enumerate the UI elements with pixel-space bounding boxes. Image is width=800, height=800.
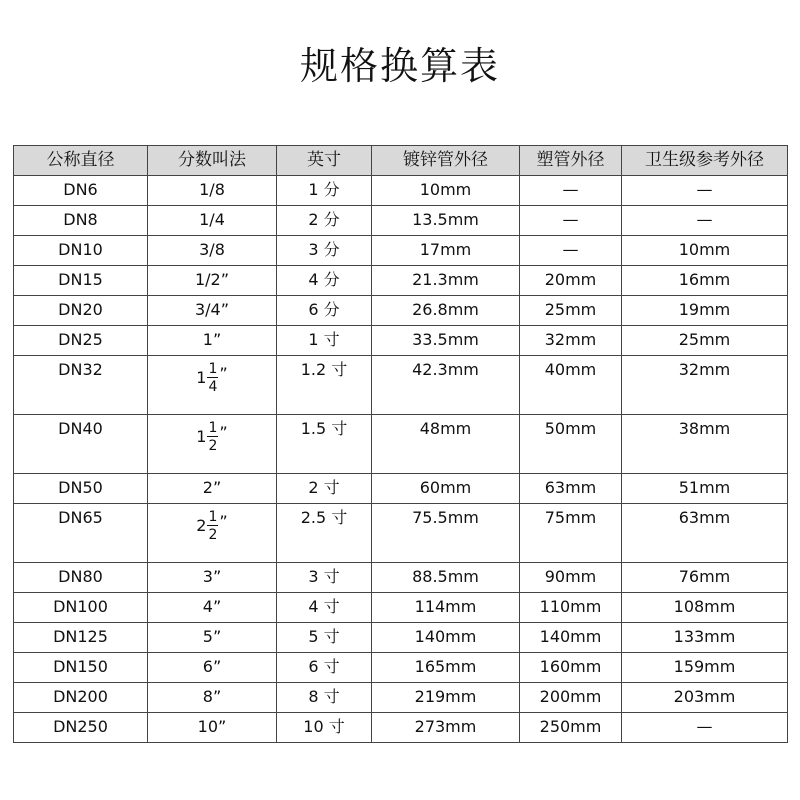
cell-fraction-name: 5” (148, 623, 277, 653)
cell-nominal-diameter: DN250 (14, 713, 148, 743)
cell-sanitary-od: 51mm (622, 474, 788, 504)
table-row (14, 296, 788, 326)
table-row (14, 326, 788, 356)
cell-sanitary-od: 159mm (622, 653, 788, 683)
cell-galvanized-od: 114mm (372, 593, 520, 623)
fraction-stack (207, 421, 218, 453)
cell-fraction-name: 8” (148, 683, 277, 713)
cell-sanitary-od: 108mm (622, 593, 788, 623)
header-nominal-diameter: 公称直径 (14, 146, 148, 176)
cell-fraction-name: 1” (148, 326, 277, 356)
cell-nominal-diameter: DN32 (14, 356, 148, 415)
fraction-whole: 1 (196, 427, 207, 446)
cell-plastic-od: 75mm (520, 504, 622, 563)
page-title: 规格换算表 (299, 44, 500, 88)
cell-fraction-name: 1/8 (148, 176, 277, 206)
inch-mark: ” (219, 423, 228, 442)
cell-nominal-diameter: DN40 (14, 415, 148, 474)
header-fraction-name: 分数叫法 (148, 146, 277, 176)
table-header (14, 146, 788, 176)
cell-plastic-od: — (520, 206, 622, 236)
cell-sanitary-od: 63mm (622, 504, 788, 563)
header-inch: 英寸 (277, 146, 372, 176)
cell-nominal-diameter: DN125 (14, 623, 148, 653)
mixed-fraction (196, 504, 227, 542)
cell-inch: 1 寸 (277, 326, 372, 356)
fraction-stack (207, 362, 218, 394)
fraction-numerator: 1 (208, 509, 218, 525)
cell-fraction-name: 1/4 (148, 206, 277, 236)
table-row (14, 653, 788, 683)
cell-galvanized-od: 88.5mm (372, 563, 520, 593)
header-plastic-od: 塑管外径 (520, 146, 622, 176)
fraction-whole: 1 (196, 368, 207, 387)
cell-inch: 10 寸 (277, 713, 372, 743)
table-body (14, 176, 788, 743)
inch-mark: ” (219, 364, 228, 383)
cell-sanitary-od: 32mm (622, 356, 788, 415)
fraction-numerator: 1 (208, 420, 218, 436)
cell-galvanized-od: 165mm (372, 653, 520, 683)
cell-fraction-name: 1/2” (148, 266, 277, 296)
table-row (14, 593, 788, 623)
cell-galvanized-od: 60mm (372, 474, 520, 504)
spec-conversion-table (13, 145, 788, 743)
fraction-denominator: 2 (208, 438, 218, 454)
cell-nominal-diameter: DN6 (14, 176, 148, 206)
fraction-whole: 2 (196, 516, 207, 535)
cell-plastic-od: 250mm (520, 713, 622, 743)
mixed-fraction (196, 356, 227, 394)
cell-galvanized-od: 13.5mm (372, 206, 520, 236)
table-row (14, 474, 788, 504)
header-row (14, 146, 788, 176)
cell-inch: 3 分 (277, 236, 372, 266)
cell-plastic-od: — (520, 176, 622, 206)
cell-inch: 5 寸 (277, 623, 372, 653)
cell-inch: 2.5 寸 (277, 504, 372, 563)
cell-plastic-od: 63mm (520, 474, 622, 504)
fraction-numerator: 1 (208, 361, 218, 377)
cell-sanitary-od: 133mm (622, 623, 788, 653)
cell-galvanized-od: 17mm (372, 236, 520, 266)
cell-galvanized-od: 21.3mm (372, 266, 520, 296)
cell-sanitary-od: 203mm (622, 683, 788, 713)
cell-inch: 4 寸 (277, 593, 372, 623)
cell-nominal-diameter: DN8 (14, 206, 148, 236)
cell-plastic-od: 200mm (520, 683, 622, 713)
fraction-denominator: 4 (208, 379, 218, 395)
cell-nominal-diameter: DN15 (14, 266, 148, 296)
cell-fraction-name (148, 504, 277, 563)
cell-sanitary-od: 16mm (622, 266, 788, 296)
cell-nominal-diameter: DN200 (14, 683, 148, 713)
table-row (14, 206, 788, 236)
cell-sanitary-od: — (622, 206, 788, 236)
mixed-fraction (196, 415, 227, 453)
inch-mark: ” (219, 512, 228, 531)
cell-nominal-diameter: DN100 (14, 593, 148, 623)
cell-plastic-od: 20mm (520, 266, 622, 296)
cell-inch: 2 寸 (277, 474, 372, 504)
table-row (14, 504, 788, 563)
cell-galvanized-od: 219mm (372, 683, 520, 713)
cell-sanitary-od: 38mm (622, 415, 788, 474)
table-row (14, 266, 788, 296)
table-row (14, 236, 788, 266)
fraction-stack (207, 510, 218, 542)
cell-plastic-od: 160mm (520, 653, 622, 683)
table-row (14, 356, 788, 415)
cell-plastic-od: 140mm (520, 623, 622, 653)
table-row (14, 563, 788, 593)
cell-nominal-diameter: DN10 (14, 236, 148, 266)
cell-fraction-name: 3” (148, 563, 277, 593)
cell-plastic-od: 32mm (520, 326, 622, 356)
cell-fraction-name: 3/4” (148, 296, 277, 326)
spec-table-container (13, 145, 787, 743)
table-row (14, 176, 788, 206)
cell-nominal-diameter: DN150 (14, 653, 148, 683)
cell-inch: 1.2 寸 (277, 356, 372, 415)
cell-sanitary-od: 76mm (622, 563, 788, 593)
cell-inch: 1.5 寸 (277, 415, 372, 474)
cell-inch: 8 寸 (277, 683, 372, 713)
cell-plastic-od: 110mm (520, 593, 622, 623)
table-row (14, 415, 788, 474)
cell-galvanized-od: 140mm (372, 623, 520, 653)
cell-nominal-diameter: DN25 (14, 326, 148, 356)
cell-plastic-od: 90mm (520, 563, 622, 593)
cell-inch: 4 分 (277, 266, 372, 296)
cell-nominal-diameter: DN80 (14, 563, 148, 593)
table-row (14, 713, 788, 743)
cell-galvanized-od: 42.3mm (372, 356, 520, 415)
cell-nominal-diameter: DN50 (14, 474, 148, 504)
cell-fraction-name: 4” (148, 593, 277, 623)
table-row (14, 623, 788, 653)
cell-inch: 1 分 (277, 176, 372, 206)
cell-fraction-name: 6” (148, 653, 277, 683)
cell-plastic-od: — (520, 236, 622, 266)
cell-fraction-name: 10” (148, 713, 277, 743)
fraction-denominator: 2 (208, 527, 218, 543)
cell-fraction-name: 3/8 (148, 236, 277, 266)
table-row (14, 683, 788, 713)
cell-galvanized-od: 273mm (372, 713, 520, 743)
header-galvanized-od: 镀锌管外径 (372, 146, 520, 176)
cell-galvanized-od: 75.5mm (372, 504, 520, 563)
cell-nominal-diameter: DN20 (14, 296, 148, 326)
cell-inch: 6 寸 (277, 653, 372, 683)
cell-galvanized-od: 10mm (372, 176, 520, 206)
cell-sanitary-od: — (622, 176, 788, 206)
cell-nominal-diameter: DN65 (14, 504, 148, 563)
cell-inch: 6 分 (277, 296, 372, 326)
cell-galvanized-od: 33.5mm (372, 326, 520, 356)
header-sanitary-od: 卫生级参考外径 (622, 146, 788, 176)
cell-galvanized-od: 26.8mm (372, 296, 520, 326)
cell-fraction-name: 2” (148, 474, 277, 504)
cell-fraction-name (148, 415, 277, 474)
cell-fraction-name (148, 356, 277, 415)
cell-sanitary-od: — (622, 713, 788, 743)
cell-sanitary-od: 10mm (622, 236, 788, 266)
cell-plastic-od: 50mm (520, 415, 622, 474)
cell-inch: 2 分 (277, 206, 372, 236)
cell-sanitary-od: 19mm (622, 296, 788, 326)
cell-plastic-od: 25mm (520, 296, 622, 326)
cell-sanitary-od: 25mm (622, 326, 788, 356)
cell-galvanized-od: 48mm (372, 415, 520, 474)
cell-inch: 3 寸 (277, 563, 372, 593)
cell-plastic-od: 40mm (520, 356, 622, 415)
